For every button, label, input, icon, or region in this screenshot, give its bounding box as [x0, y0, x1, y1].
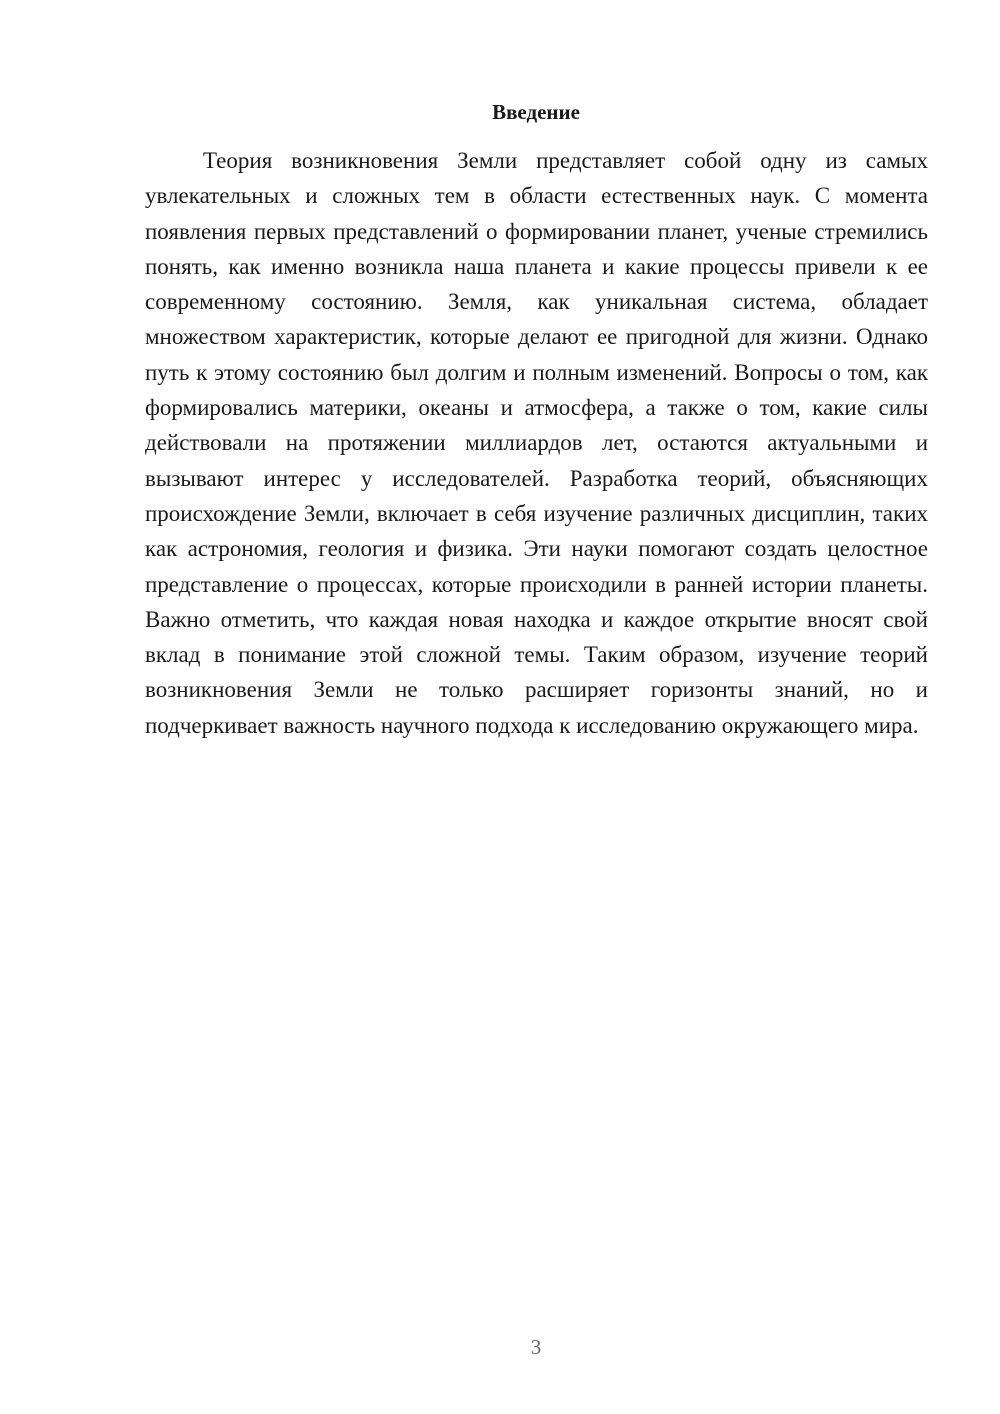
section-heading: Введение: [492, 100, 580, 124]
body-paragraph: Теория возникновения Земли представляет собой одну из самых увлекательных и сложных тем в области естественных наук. С момента появления первых представлений о формировании планет, ученые стремились понять, как именно возникла наша планета и какие процессы привели к ее современному состоянию. Земля, как уникальная система, обладает множеством характеристик, которые делают ее пригодной для жизни. Однако путь к этому состоянию был долгим и полным изменений. Вопросы о том, как формировались материки, океаны и атмосфера, а также о том, какие силы действовали на протяжении миллиардов лет, остаются актуальными и вызывают интерес у исследователей. Разработка теорий, объясняющих происхождение Земли, включает в себя изучение различных дисциплин, таких как астрономия, геология и физика. Эти науки помогают создать целостное представление о процессах, которые происходили в ранней истории планеты. Важно отметить, что каждая новая находка и каждое открытие вносят свой вклад в понимание этой сложной темы. Таким образом, изучение теорий возникновения Земли не только расширяет горизонты знаний, но и подчеркивает важность научного подхода к исследованию окружающего мира.: [145, 148, 928, 738]
page-number: 3: [530, 1335, 542, 1359]
